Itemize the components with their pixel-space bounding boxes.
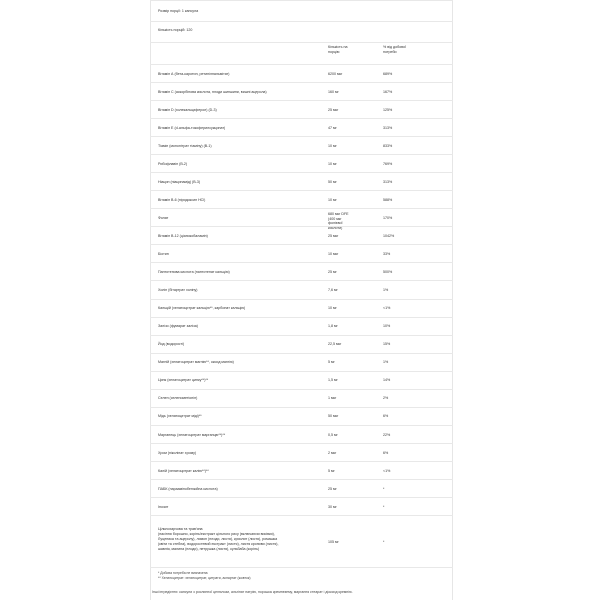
nutrient-dv: 125% bbox=[383, 107, 393, 112]
servings-text: Кількість порцій: 120 bbox=[158, 28, 193, 32]
nutrient-dv: 689% bbox=[383, 71, 393, 76]
nutrient-name: Залізо (фумарат заліза) bbox=[158, 324, 198, 329]
nutrient-dv: 1% bbox=[383, 288, 389, 293]
nutrient-amount: 160 мг bbox=[328, 89, 339, 94]
nutrient-amount: 680 мкг DFE (400 мкг фолієвої кислоти) bbox=[328, 212, 349, 230]
nutrient-row bbox=[150, 335, 453, 353]
nutrient-amount: 25 мг bbox=[328, 486, 337, 491]
nutrient-dv: 769% bbox=[383, 161, 393, 166]
nutrient-row bbox=[150, 479, 453, 497]
nutrient-amount: 22,5 мкг bbox=[328, 342, 342, 347]
nutrient-dv: 167% bbox=[383, 89, 393, 94]
nutrient-amount: 1,8 мг bbox=[328, 324, 338, 329]
nutrient-name: Йод (водорості) bbox=[158, 342, 185, 347]
nutrient-name: Біотин bbox=[158, 252, 169, 257]
nutrient-name: Рибофлавін (В-2) bbox=[158, 161, 188, 166]
nutrient-row bbox=[150, 208, 453, 230]
nutrient-row bbox=[150, 100, 453, 118]
nutrient-amount: 10 мг bbox=[328, 197, 337, 202]
nutrient-amount: 5 мг bbox=[328, 360, 335, 365]
nutrient-dv: 15% bbox=[383, 342, 391, 347]
blend-row bbox=[150, 515, 453, 567]
serving-size-row bbox=[150, 0, 453, 21]
nutrient-amount: 7,6 мг bbox=[328, 288, 338, 293]
nutrient-row bbox=[150, 82, 453, 100]
nutrient-name: Тіамін (мононітрат тіаміну) (В-1) bbox=[158, 143, 212, 148]
nutrient-row bbox=[150, 425, 453, 443]
nutrient-name: Марганець (хелатоцитрат марганцю**)** bbox=[158, 432, 226, 437]
nutrient-dv: 14% bbox=[383, 378, 391, 383]
nutrient-dv: 1042% bbox=[383, 234, 395, 239]
nutrient-row bbox=[150, 172, 453, 190]
nutrient-dv: 588% bbox=[383, 197, 393, 202]
nutrient-row bbox=[150, 154, 453, 172]
nutrient-dv: 6% bbox=[383, 450, 389, 455]
nutrient-name: Ніацин (ніацинамід) (В-3) bbox=[158, 179, 201, 184]
nutrient-name: Вітамін В-12 (ціанокобаламін) bbox=[158, 234, 208, 239]
nutrient-name: Вітамін Е (d-альфа-токоферилсукцинат) bbox=[158, 125, 226, 130]
blend-line-4: шавлія, малина (плоди), петрушка (листя), кульбаба (корінь) bbox=[158, 547, 260, 551]
nutrient-dv: 500% bbox=[383, 270, 393, 275]
nutrient-name: Інозит bbox=[158, 504, 169, 509]
nutrient-name: ПАБК (параамінобензойна кислота) bbox=[158, 486, 218, 491]
footnote-1: * Добова потреба не визначена bbox=[158, 571, 208, 575]
nutrient-amount: 6200 мкг bbox=[328, 71, 343, 76]
nutrient-name: Вітамін D (холекальциферол) (D-3) bbox=[158, 107, 217, 112]
nutrient-name: Кальцій (хелатоцитрат кальцію**, карбонат кальцію) bbox=[158, 306, 246, 311]
other-ingredients-note: Інші інгредієнти: капсули з рослинної целюлози, альгінат натрію, порошок кремнезему, маргання стеарат і діоксид кремнію. bbox=[152, 590, 353, 594]
nutrient-row bbox=[150, 136, 453, 154]
nutrient-name: Пантотенова кислота (пантотенат кальцію) bbox=[158, 270, 230, 275]
column-header-row bbox=[150, 42, 453, 64]
blend-line-2: Луценика та ацеролу), лимон (плоди, листя), криолит (листя), ромашка bbox=[158, 537, 278, 541]
nutrient-name: Вітамін С (аскорбінова кислота, плоди шипшини, вишні ацерола) bbox=[158, 89, 267, 94]
nutrient-amount: 25 мкг bbox=[328, 234, 339, 239]
nutrient-name: Цинк (хелатоцитрат цинку**)** bbox=[158, 378, 209, 383]
nutrient-name: Вітамін А (бета-каротин, ретинілпальмітат) bbox=[158, 71, 230, 76]
nutrient-amount: 50 мг bbox=[328, 179, 337, 184]
nutrient-name: Мідь (хелатоцитрат міді)** bbox=[158, 414, 202, 419]
blend-amount: 105 мг bbox=[328, 540, 339, 544]
nutrient-name: Холін (бітартрат холіну) bbox=[158, 288, 198, 293]
nutrient-amount: 50 мкг bbox=[328, 414, 339, 419]
nutrient-row bbox=[150, 64, 453, 82]
blend-dv: * bbox=[383, 540, 385, 544]
nutrient-amount: 0,5 мг bbox=[328, 432, 338, 437]
nutrient-dv: 1% bbox=[383, 360, 389, 365]
nutrient-amount: 10 мкг bbox=[328, 252, 339, 257]
nutrient-row bbox=[150, 353, 453, 371]
nutrient-dv: 313% bbox=[383, 179, 393, 184]
nutrient-dv: * bbox=[383, 486, 385, 491]
serving-size-text: Розмір порції: 1 капсула bbox=[158, 9, 199, 13]
nutrient-row bbox=[150, 226, 453, 244]
blend-line-1: (насіння борошно, корінь/екстракт цільного рису (включаючи висівки), bbox=[158, 532, 275, 536]
nutrient-dv: 33% bbox=[383, 252, 391, 257]
nutrient-amount: 30 мг bbox=[328, 504, 337, 509]
nutrient-dv: 833% bbox=[383, 143, 393, 148]
nutrient-name: Калій (хелатоцитрат калію**)** bbox=[158, 468, 209, 473]
nutrient-amount: 1,5 мг bbox=[328, 378, 338, 383]
column-amount-header: Кількість на порцію bbox=[328, 45, 348, 54]
nutrient-row bbox=[150, 262, 453, 280]
nutrient-row bbox=[150, 389, 453, 407]
nutrient-dv: 170% bbox=[383, 216, 393, 221]
nutrient-dv: 10% bbox=[383, 324, 391, 329]
footnotes-row bbox=[150, 567, 453, 589]
nutrient-row bbox=[150, 443, 453, 461]
servings-row bbox=[150, 21, 453, 42]
nutrient-dv: 22% bbox=[383, 432, 391, 437]
nutrient-dv: <1% bbox=[383, 468, 391, 473]
nutrient-amount: 10 мг bbox=[328, 143, 337, 148]
nutrient-amount: 25 мкг bbox=[328, 107, 339, 112]
nutrient-row bbox=[150, 244, 453, 262]
nutrient-row bbox=[150, 461, 453, 479]
nutrient-amount: 5 мг bbox=[328, 468, 335, 473]
nutrient-dv: 6% bbox=[383, 414, 389, 419]
nutrient-name: Селен (селенометіонін) bbox=[158, 396, 198, 401]
nutrient-row bbox=[150, 190, 453, 208]
column-dv-header: % від добової потреби bbox=[383, 45, 407, 54]
nutrient-name: Магній (хелатоцитрат магнію**, оксид магнію) bbox=[158, 360, 234, 365]
nutrient-dv: 2% bbox=[383, 396, 389, 401]
nutrient-row bbox=[150, 118, 453, 136]
blend-line-3: (квіти та стебла), водоростевий екстракт (листя), листя кропиви (листя), bbox=[158, 542, 279, 546]
nutrient-row bbox=[150, 280, 453, 298]
footnote-2: ** Хелатоцитрат: хелатоцитрат, цитрати, аспартат (жовток) bbox=[158, 576, 251, 580]
nutrient-name: Вітамін В-6 (піридоксин HCl) bbox=[158, 197, 206, 202]
nutrient-amount: 47 мг bbox=[328, 125, 337, 130]
nutrient-amount: 10 мг bbox=[328, 161, 337, 166]
nutrient-name: Фолат bbox=[158, 216, 169, 221]
nutrient-amount: 10 мг bbox=[328, 306, 337, 311]
blend-title: Цільнохарчова та трав'яна bbox=[158, 527, 203, 531]
nutrient-dv: 313% bbox=[383, 125, 393, 130]
nutrient-row bbox=[150, 371, 453, 389]
nutrient-row bbox=[150, 317, 453, 335]
nutrient-amount: 25 мг bbox=[328, 270, 337, 275]
nutrient-amount: 1 мкг bbox=[328, 396, 337, 401]
nutrient-name: Хром (піколінат хрому) bbox=[158, 450, 197, 455]
nutrient-row bbox=[150, 497, 453, 515]
nutrient-amount: 2 мкг bbox=[328, 450, 337, 455]
nutrient-dv: * bbox=[383, 504, 385, 509]
nutrient-row bbox=[150, 407, 453, 425]
nutrient-row bbox=[150, 299, 453, 317]
nutrient-dv: <1% bbox=[383, 306, 391, 311]
